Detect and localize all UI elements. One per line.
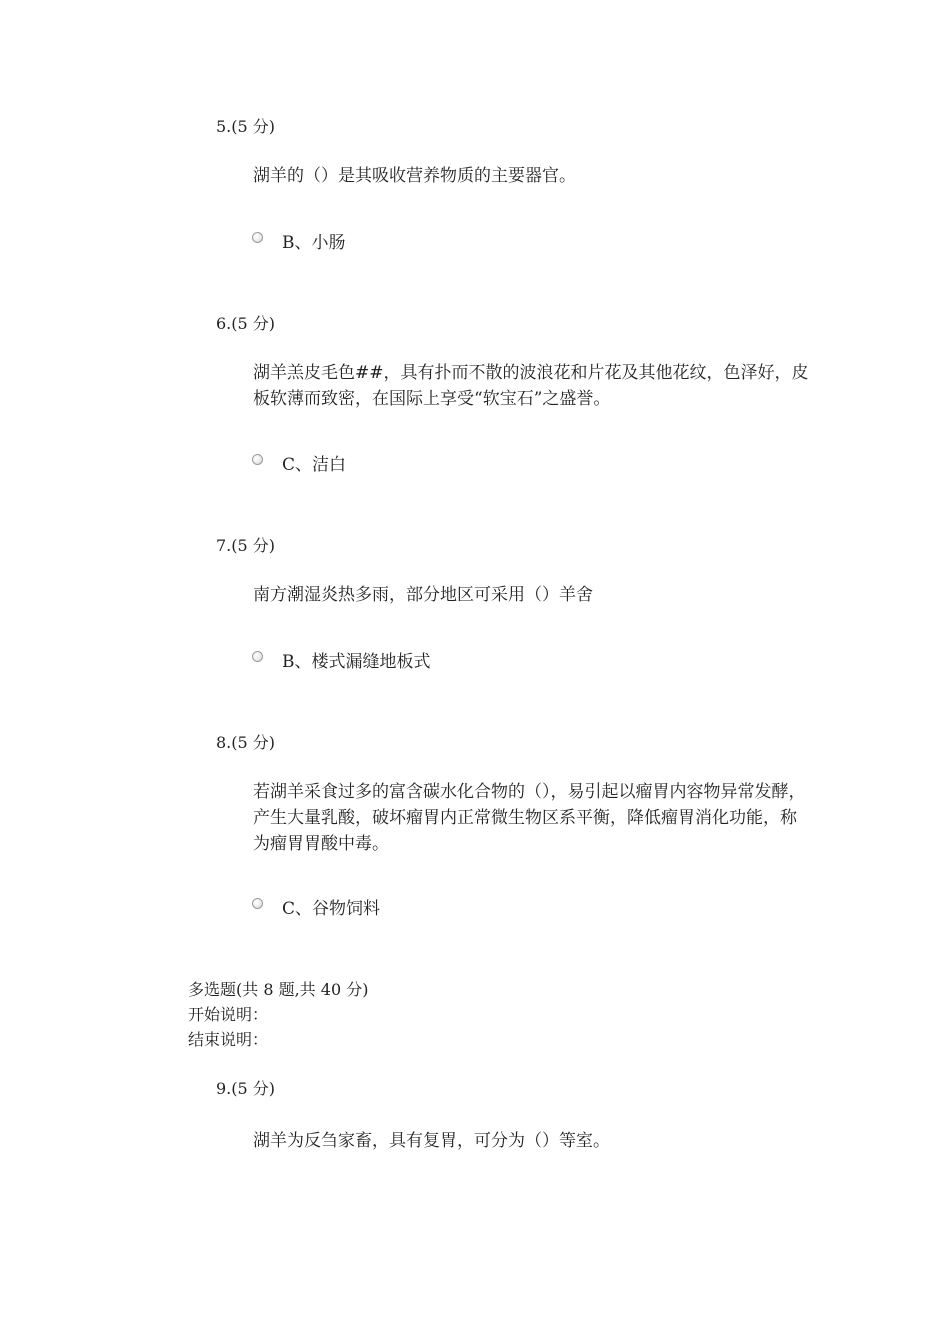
radio-button-icon[interactable] bbox=[252, 898, 263, 909]
question-8-option[interactable] bbox=[252, 895, 380, 917]
question-8-text: 若湖羊采食过多的富含碳水化合物的（），易引起以瘤胃内容物异常发酵，产生大量乳酸，破坏瘤胃内正常微生物区系平衡，降低瘤胃消化功能，称为瘤胃胃酸中毒。 bbox=[253, 782, 806, 854]
section-title: 多选题(共 8 题,共 40 分) bbox=[188, 980, 369, 999]
question-9-text: 湖羊为反刍家畜，具有复胃，可分为（）等室。 bbox=[253, 1131, 610, 1151]
question-9-header: 9.(5 分) bbox=[216, 1079, 276, 1098]
question-6-option[interactable] bbox=[252, 451, 346, 473]
question-7-option[interactable] bbox=[252, 648, 431, 670]
question-5-header: 5.(5 分) bbox=[216, 117, 276, 136]
question-7-option-label: B、楼式漏缝地板式 bbox=[282, 651, 431, 672]
section-start-note: 开始说明： bbox=[188, 1005, 269, 1024]
question-6-text: 湖羊羔皮毛色##，具有扑而不散的波浪花和片花及其他花纹，色泽好，皮板软薄而致密，在国际上享受“软宝石”之盛誉。 bbox=[253, 363, 809, 409]
question-8-option-label: C、谷物饲料 bbox=[282, 898, 381, 919]
radio-button-icon[interactable] bbox=[252, 651, 263, 662]
question-7-header: 7.(5 分) bbox=[216, 536, 276, 555]
question-7-text: 南方潮湿炎热多雨，部分地区可采用（）羊舍 bbox=[253, 585, 593, 605]
question-5-option[interactable] bbox=[252, 229, 346, 251]
question-5-option-label: B、小肠 bbox=[282, 232, 346, 253]
radio-button-icon[interactable] bbox=[252, 232, 263, 243]
section-end-note: 结束说明： bbox=[188, 1030, 269, 1049]
question-5-text: 湖羊的（）是其吸收营养物质的主要器官。 bbox=[253, 166, 576, 186]
question-6-option-label: C、洁白 bbox=[282, 454, 347, 475]
radio-button-icon[interactable] bbox=[252, 454, 263, 465]
question-8-header: 8.(5 分) bbox=[216, 733, 276, 752]
question-6-header: 6.(5 分) bbox=[216, 314, 276, 333]
